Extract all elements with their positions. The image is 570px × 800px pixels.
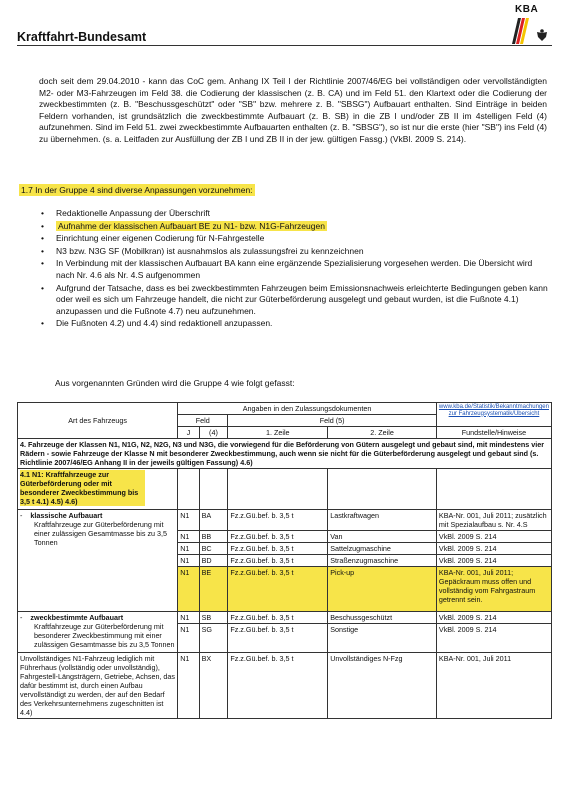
header-f4: (4) bbox=[199, 427, 228, 439]
zeile1-cell: Fz.z.Gü.bef. b. 3,5 t bbox=[228, 567, 328, 612]
table-row: N1 bbox=[178, 510, 199, 531]
table-row: N1 bbox=[178, 543, 199, 555]
fundstelle-cell: VkBl. 2009 S. 214 bbox=[436, 543, 551, 555]
table-row: N1 bbox=[178, 653, 199, 719]
zeile1-cell: Fz.z.Gü.bef. b. 3,5 t bbox=[228, 624, 328, 653]
fundstelle-cell: VkBl. 2009 S. 214 bbox=[436, 624, 551, 653]
code-cell: BD bbox=[199, 555, 228, 567]
zeile2-cell: Straßenzugmaschine bbox=[328, 555, 437, 567]
code-cell: SG bbox=[199, 624, 228, 653]
fundstelle-cell: KBA-Nr. 001, Juli 2011 bbox=[436, 653, 551, 719]
change-list bbox=[39, 208, 549, 331]
code-cell: BE bbox=[199, 567, 228, 612]
list-item: • In Verbindung mit der klassischen Aufbauart BA kann eine ergänzende Spezialisierung vorgesehen werden. Die Übersicht wird nach Nr. 4.6 als Nr. 4.S aufgenommen bbox=[39, 258, 549, 281]
zeile1-cell: Fz.z.Gü.bef. b. 3,5 t bbox=[228, 612, 328, 624]
header-feld: Feld bbox=[178, 415, 228, 427]
zeile2-cell: Pick-up bbox=[328, 567, 437, 612]
vehicle-code-table bbox=[17, 402, 552, 719]
header-zeile1: 1. Zeile bbox=[228, 427, 328, 439]
table-row: N1 bbox=[178, 612, 199, 624]
header-art: Art des Fahrzeugs bbox=[18, 403, 178, 439]
unvollstaendig-cell: Unvollständiges N1-Fahrzeug lediglich mit Führerhaus (vollständig oder unvollständig), Fahrgestell-Längsträgern, Getriebe, Achsen, das dafür bestimmt ist, durch einen Aufbau vervollständigt zu werden, der auf den Bedarf des Verkehrsunternehmens zugeschnitten ist 4.4) bbox=[18, 653, 178, 719]
zeile2-cell: Sattelzugmaschine bbox=[328, 543, 437, 555]
fundstelle-cell: VkBl. 2009 S. 214 bbox=[436, 612, 551, 624]
german-flag-icon bbox=[512, 18, 534, 44]
list-item-highlighted: • Aufnahme der klassischen Aufbauart BE zu N1- bzw. N1G-Fahrzeugen bbox=[39, 221, 549, 233]
fundstelle-cell: KBA-Nr. 001, Juli 2011; zusätzlich mit Spezialaufbau s. Nr. 4.S bbox=[436, 510, 551, 531]
fundstelle-cell: KBA-Nr. 001, Juli 2011; Gepäckraum muss offen und vollständig vom Fahrgastraum getrennt sein. bbox=[436, 567, 551, 612]
code-cell: BC bbox=[199, 543, 228, 555]
code-cell: BB bbox=[199, 531, 228, 543]
section-heading: 1.7 In der Gruppe 4 sind diverse Anpassungen vorzunehmen: bbox=[21, 185, 253, 195]
zeile1-cell: Fz.z.Gü.bef. b. 3,5 t bbox=[228, 510, 328, 531]
zweck-cell: - zweckbestimmte Aufbauart Kraftfahrzeuge zur Güterbeförderung mit besonderer Zweckbestimmung mit einer zulässigen Gesamtmasse bis zu 3,5 Tonnen bbox=[18, 612, 178, 653]
zeile2-cell: Unvollständiges N-Fzg bbox=[328, 653, 437, 719]
fundstelle-cell: VkBl. 2009 S. 214 bbox=[436, 555, 551, 567]
kba-link[interactable]: www.kba.de/Statistik/Bekanntmachungen zur Fahrzeugsystematik/Übersicht bbox=[436, 403, 551, 427]
header-feld5: Feld (5) bbox=[228, 415, 437, 427]
zeile2-cell: Beschussgeschützt bbox=[328, 612, 437, 624]
zeile2-cell: Van bbox=[328, 531, 437, 543]
group-title: 4. Fahrzeuge der Klassen N1, N1G, N2, N2G, N3 und N3G, die vorwiegend für die Beförderung von Gütern ausgelegt und gebaut sind, mit mindestens vier Rädern - sowie Fahrzeuge der Klasse N mit besonderer Zweckbestimmung, auch wenn sie nicht für die Güterbeförderung ausgelegt und gebaut sind (s. Richtlinie 2007/46/EG Anhang II in der jeweils gültigen Fassung) 4.6) bbox=[18, 439, 552, 469]
intro-paragraph: doch seit dem 29.04.2010 - kann das CoC gem. Anhang IX Teil I der Richtlinie 2007/46/EG bei vollständigen oder vervollständigten M2- oder M3-Fahrzeugen im Feld 38. die Codierung der klassischen (z. B. CA) und im Feld 51. den Klartext oder die Codierung der zweckbestimmten (z. B. "Beschussgeschützt" oder "SB" bzw. mehrere z. B. "SBSG") Aufbauart enthalten. Sind Einträge in beiden Feldern vorhanden, ist grundsätzlich die zweckbestimmte Aufbauart (z. B. SB) in die ZB I und/oder ZB II im 4stelligen Feld (4) aufzunehmen. Sind im Feld 51. zwei zweckbestimmte Aufbauarten enthalten (z. B. "SBSG"), so ist nur die erste (hier "SB") ins Feld (4) zu übernehmen. (s. a. Leitfaden zur Ausfüllung der ZB I und ZB II in der jew. gültigen Fassg.) (VkBl. 2009 S. 214). bbox=[39, 76, 547, 144]
zeile1-cell: Fz.z.Gü.bef. b. 3,5 t bbox=[228, 555, 328, 567]
zeile1-cell: Fz.z.Gü.bef. b. 3,5 t bbox=[228, 543, 328, 555]
code-cell: SB bbox=[199, 612, 228, 624]
header-j: J bbox=[178, 427, 199, 439]
fundstelle-cell: VkBl. 2009 S. 214 bbox=[436, 531, 551, 543]
kba-logo-text: KBA bbox=[515, 4, 539, 15]
list-item: • Redaktionelle Anpassung der Überschrift bbox=[39, 208, 549, 220]
table-row: N1 bbox=[178, 531, 199, 543]
header-angaben: Angaben in den Zulassungsdokumenten bbox=[178, 403, 437, 415]
list-item: • N3 bzw. N3G SF (Mobilkran) ist ausnahmslos als zulassungsfrei zu kennzeichnen bbox=[39, 246, 549, 258]
eagle-emblem-icon bbox=[536, 28, 548, 42]
klassisch-cell: - klassische Aufbauart Kraftfahrzeuge zur Güterbeförderung mit einer zulässigen Gesamtmasse bis zu 3,5 Tonnen bbox=[18, 510, 178, 612]
table-row: N1 bbox=[178, 624, 199, 653]
header-divider bbox=[17, 45, 552, 46]
code-cell: BA bbox=[199, 510, 228, 531]
list-item: • Die Fußnoten 4.2) und 4.4) sind redaktionell anzupassen. bbox=[39, 318, 549, 330]
list-item: • Aufgrund der Tatsache, dass es bei zweckbestimmten Fahrzeugen beim Emissionsnachweis erleichterte Bedingungen geben kann oder weil es sich um Fahrzeuge handelt, die nicht zur Güterbeförderung ausgelegt und gebaut wurden, ist die Fußnote 4.1) anzupassen und die Fußnote 4.7) neu aufzunehmen. bbox=[39, 283, 549, 318]
header-fundstelle: Fundstelle/Hinweise bbox=[436, 427, 551, 439]
zeile1-cell: Fz.z.Gü.bef. b. 3,5 t bbox=[228, 531, 328, 543]
list-item: • Einrichtung einer eigenen Codierung für N-Fahrgestelle bbox=[39, 233, 549, 245]
table-row-highlighted: N1 bbox=[178, 567, 199, 612]
zeile2-cell: Sonstige bbox=[328, 624, 437, 653]
zeile2-cell: Lastkraftwagen bbox=[328, 510, 437, 531]
table-row: N1 bbox=[178, 555, 199, 567]
page-header-title: Kraftfahrt-Bundesamt bbox=[17, 30, 147, 44]
subgroup-title: 4.1 N1: Kraftfahrzeuge zur Güterbeförderung oder mit besonderer Zweckbestimmung bis 3,5 t 4.1) 4.5) 4.6) bbox=[18, 469, 178, 510]
closing-sentence: Aus vorgenannten Gründen wird die Gruppe 4 wie folgt gefasst: bbox=[55, 378, 295, 388]
zeile1-cell: Fz.z.Gü.bef. b. 3,5 t bbox=[228, 653, 328, 719]
code-cell: BX bbox=[199, 653, 228, 719]
header-zeile2: 2. Zeile bbox=[328, 427, 437, 439]
